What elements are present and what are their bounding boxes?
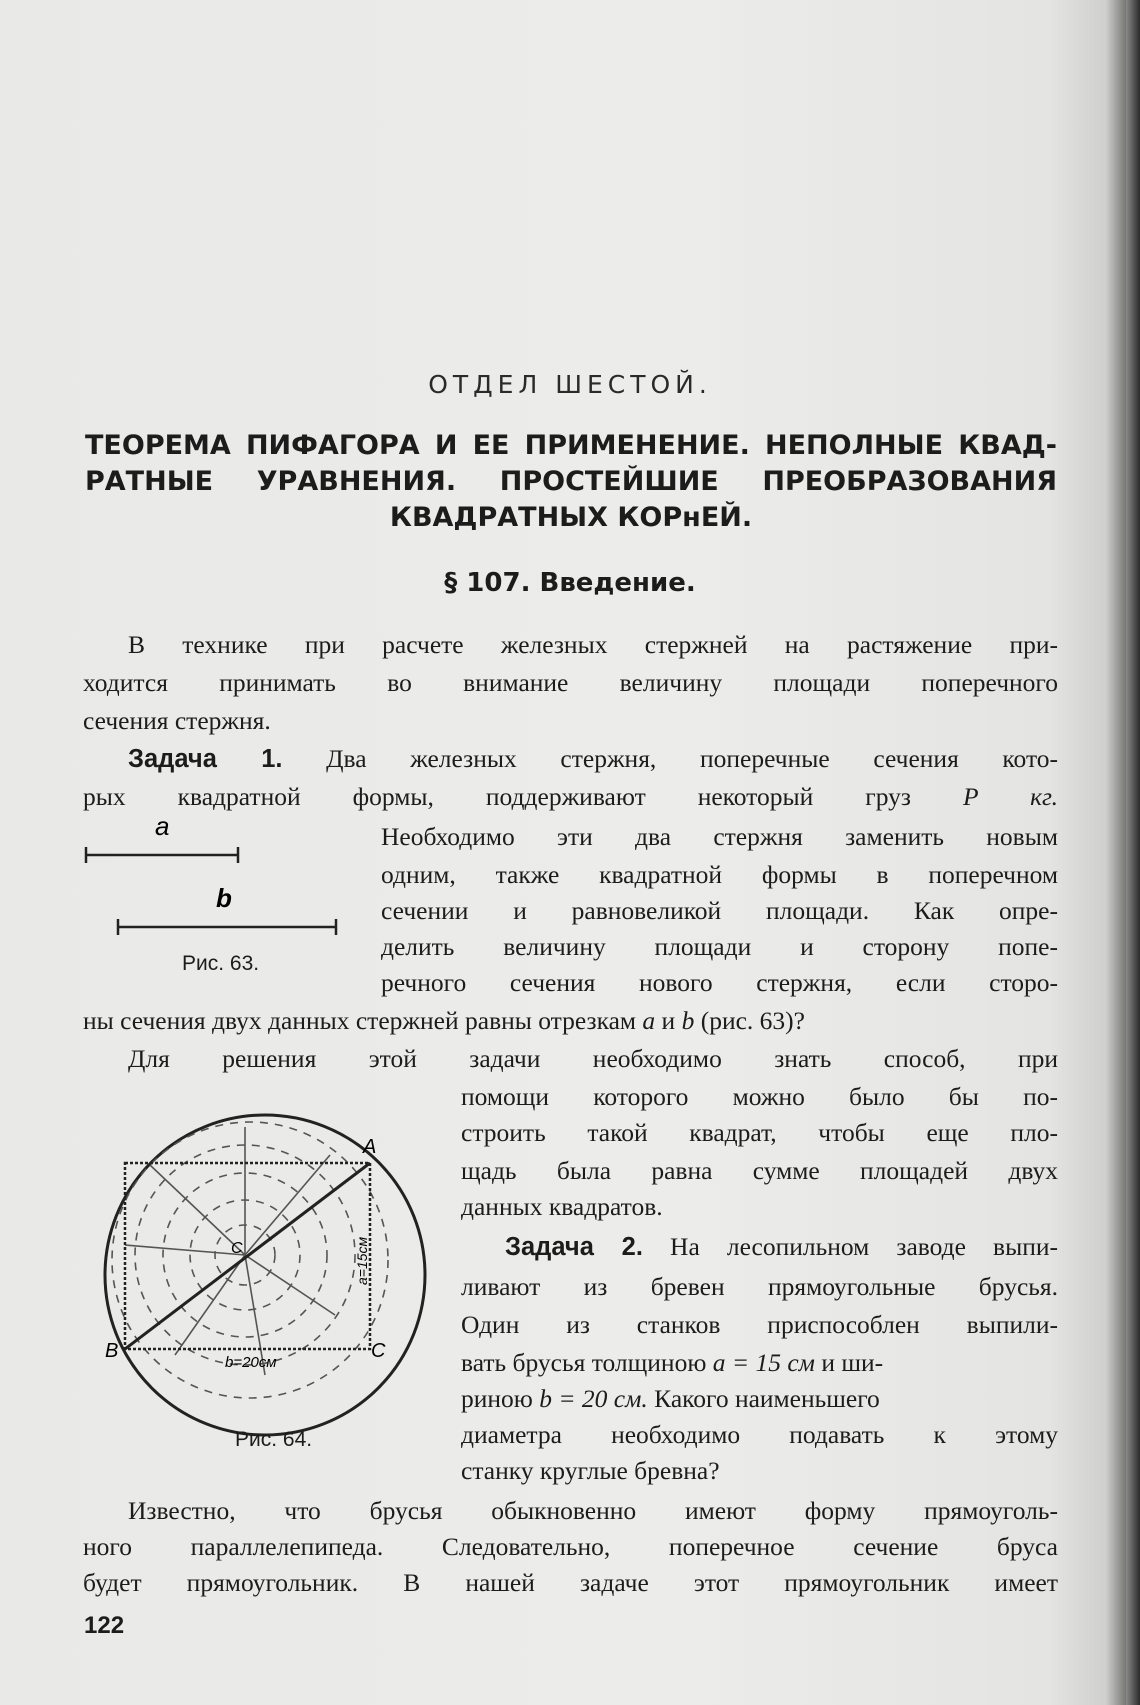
solution-line-1: Для решения этой задачи необходимо знать способ, при bbox=[128, 1044, 1058, 1073]
problem1-text-8: ны сечения двух данных стержней равны отрезкам bbox=[83, 1006, 643, 1035]
problem2-text-1: На лесопильном заводе выпи- bbox=[642, 1232, 1059, 1261]
problem2-line-6: диаметра необходимо подавать к этому bbox=[461, 1420, 1058, 1449]
figure-63-caption: Рис. 63. bbox=[182, 952, 260, 975]
chapter-title-line-1: ТЕОРЕМА ПИФАГОРА И ЕЕ ПРИМЕНЕНИЕ. НЕПОЛНЫЕ КВАД- bbox=[85, 430, 1057, 461]
solution-line-3: строить такой квадрат, чтобы еще пло- bbox=[461, 1118, 1058, 1147]
figure-64 bbox=[95, 1105, 440, 1445]
problem2-width-conj: и ши- bbox=[814, 1348, 884, 1377]
problem2-text-5: риною bbox=[461, 1384, 540, 1413]
problem2-width: b = 20 см. bbox=[539, 1384, 648, 1413]
page-number: 122 bbox=[84, 1612, 125, 1639]
problem1-load: P кг. bbox=[962, 782, 1058, 811]
closing-line-3: будет прямоугольник. В нашей задаче этот прямоугольник имеет bbox=[83, 1568, 1058, 1597]
section-label: ОТДЕЛ ШЕСТОЙ. bbox=[428, 370, 712, 399]
problem2-label: Задача 2. bbox=[505, 1233, 643, 1261]
intro-line-1: В технике при расчете железных стержней на растяжение при- bbox=[128, 630, 1058, 659]
problem1-line-1 bbox=[128, 740, 1058, 778]
problem1-seg-a: a bbox=[642, 1006, 656, 1035]
solution-line-5: данных квадратов. bbox=[461, 1192, 663, 1221]
problem1-text-1: Два железных стержня, поперечные сечения кото- bbox=[282, 744, 1058, 773]
paragraph-heading: § 107. Введение. bbox=[444, 568, 696, 598]
fig63-label-b: b bbox=[216, 883, 232, 913]
chapter-title-line-3: КВАДРАТНЫХ КОРнЕЙ. bbox=[389, 502, 753, 533]
fig64-vertex-a: A bbox=[363, 1136, 377, 1158]
problem2-line-5 bbox=[461, 1380, 880, 1418]
figure-64-caption: Рис. 64. bbox=[235, 1428, 313, 1451]
problem2-tail: Какого наименьшего bbox=[647, 1384, 880, 1413]
fig64-vertex-b: B bbox=[105, 1340, 119, 1362]
closing-line-2: ного параллелепипеда. Следовательно, поперечное сечение бруса bbox=[83, 1532, 1058, 1561]
closing-line-1: Известно, что брусья обыкновенно имеют форму прямоуголь- bbox=[128, 1496, 1058, 1525]
problem2-thickness: a = 15 см bbox=[712, 1348, 815, 1377]
chapter-title-line-2: РАТНЫЕ УРАВНЕНИЯ. ПРОСТЕЙШИЕ ПРЕОБРАЗОВАНИЯ bbox=[85, 466, 1057, 497]
problem2-line-2: ливают из бревен прямоугольные брусья. bbox=[461, 1272, 1058, 1301]
intro-line-3: сечения стержня. bbox=[83, 706, 271, 735]
figure-63 bbox=[80, 815, 350, 975]
book-spine-shadow bbox=[1126, 0, 1140, 1705]
fig64-center-label: C bbox=[231, 1240, 243, 1257]
problem1-seg-b: b bbox=[681, 1006, 695, 1035]
problem1-text-2: рых квадратной формы, поддерживают некоторый груз bbox=[83, 782, 963, 811]
problem1-line-4: одним, также квадратной формы в поперечном bbox=[381, 860, 1058, 889]
problem2-line-1 bbox=[505, 1228, 1058, 1266]
fig63-label-a: a bbox=[155, 815, 170, 841]
fig64-side-a-label: a=15см bbox=[354, 1236, 370, 1285]
problem1-line-6: делить величину площади и сторону попе- bbox=[381, 932, 1058, 961]
fig64-side-b-label: b=20см bbox=[225, 1354, 277, 1371]
problem1-label: Задача 1. bbox=[128, 745, 283, 773]
fig64-vertex-c: C bbox=[371, 1340, 386, 1362]
problem2-line-3: Один из станков приспособлен выпили- bbox=[461, 1310, 1058, 1339]
problem1-line-3: Необходимо эти два стержня заменить новым bbox=[381, 822, 1058, 851]
problem2-line-4 bbox=[461, 1344, 883, 1382]
problem2-text-4: вать брусья толщиною bbox=[461, 1348, 713, 1377]
problem2-line-7: станку круглые бревна? bbox=[461, 1456, 720, 1485]
problem1-conj: и bbox=[655, 1006, 682, 1035]
problem1-line-5: сечении и равновеликой площади. Как опре- bbox=[381, 896, 1058, 925]
solution-line-2: помощи которого можно было бы по- bbox=[461, 1082, 1058, 1111]
problem1-line-2 bbox=[83, 778, 1058, 816]
problem1-line-8 bbox=[83, 1002, 805, 1040]
solution-line-4: щадь была равна сумме площадей двух bbox=[461, 1156, 1058, 1185]
problem1-ref: (рис. 63)? bbox=[694, 1006, 805, 1035]
problem1-line-7: речного сечения нового стержня, если сторо- bbox=[381, 968, 1058, 997]
intro-line-2: ходится принимать во внимание величину площади поперечного bbox=[83, 668, 1058, 697]
chapter-title bbox=[85, 428, 1057, 536]
fig64-diagonal bbox=[125, 1163, 370, 1349]
